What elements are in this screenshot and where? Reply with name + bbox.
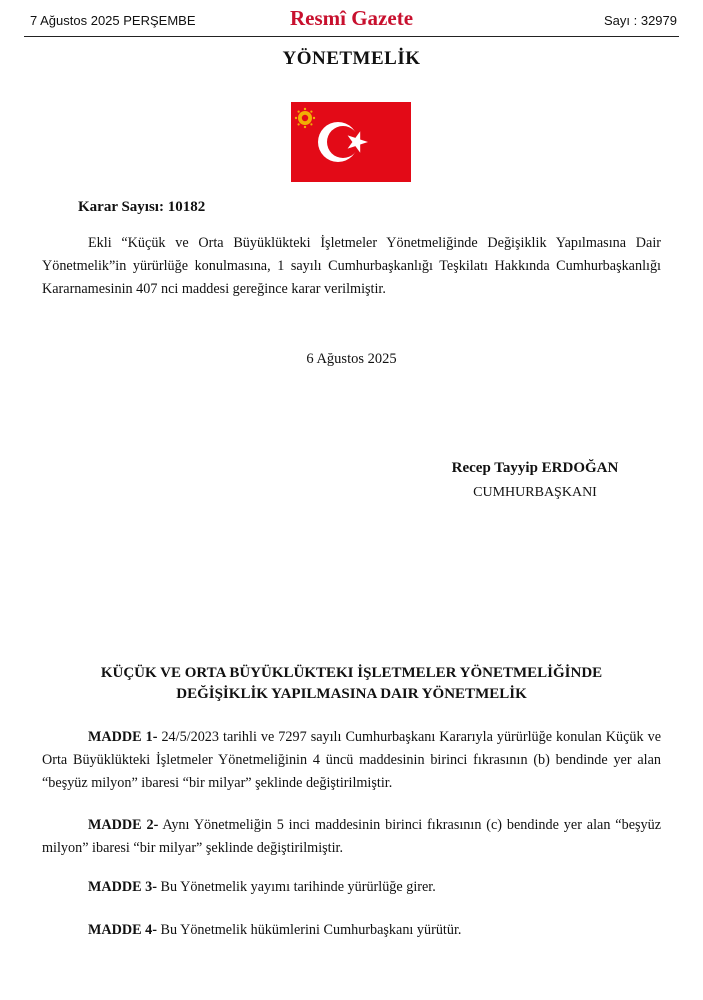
signing-date: 6 Ağustos 2025 xyxy=(306,351,397,367)
turkish-flag-icon xyxy=(291,102,411,182)
regulation-title-line-2: DEĞİŞİKLİK YAPILMASINA DAIR YÖNETMELİK xyxy=(176,686,527,702)
signer-title: CUMHURBAŞKANI xyxy=(473,485,597,500)
article-text: 24/5/2023 tarihli ve 7297 sayılı Cumhurbaşkanı Kararıyla yürürlüğe konulan Küçük ve Orta Büyüklükteki İşletmeler Yönetmeliğinin 4 üncü maddesinin birinci fıkrasının (b) bendinde yer alan “beşyüz milyon” ibaresi “bir milyar” şeklinde değiştirilmiştir. xyxy=(42,729,661,791)
signer-name: Recep Tayyip ERDOĞAN xyxy=(451,460,619,476)
decision-text: Ekli “Küçük ve Orta Büyüklükteki İşletmeler Yönetmeliğinde Değişiklik Yapılmasına Dair Yönetmelik”in yürürlüğe konulmasına, 1 sayılı Cumhurbaşkanlığı Teşkilatı Hakkında Cumhurbaşkanlığı Kararnamesinin 407 nci maddesi gereğince karar verilmiştir. xyxy=(42,235,661,297)
issue-number: Sayı : 32979 xyxy=(604,13,677,28)
article-4 xyxy=(42,919,661,942)
article-3 xyxy=(42,876,661,899)
article-text: Bu Yönetmelik hükümlerini Cumhurbaşkanı yürütür. xyxy=(156,922,462,938)
article-text: Aynı Yönetmeliğin 5 inci maddesinin birinci fıkrasının (c) bendinde yer alan “beşyüz milyon” ibaresi “bir milyar” şeklinde değiştirilmiştir. xyxy=(42,817,661,856)
article-2 xyxy=(42,814,661,860)
signature-block xyxy=(410,460,660,501)
article-text: Bu Yönetmelik yayımı tarihinde yürürlüğe girer. xyxy=(156,879,436,895)
gazette-header xyxy=(24,6,679,37)
regulation-title xyxy=(0,663,703,705)
article-label: MADDE 4- xyxy=(88,922,157,938)
article-label: MADDE 2- xyxy=(88,817,159,833)
gazette-title: Resmî Gazete xyxy=(289,6,414,30)
document-type-heading: YÖNETMELİK xyxy=(282,48,421,69)
article-1 xyxy=(42,726,661,795)
header-date: 7 Ağustos 2025 PERŞEMBE xyxy=(30,13,196,28)
article-label: MADDE 1- xyxy=(88,729,158,745)
regulation-title-line-1: KÜÇÜK VE ORTA BÜYÜKLÜKTEKI İŞLETMELER YÖNETMELİĞİNDE xyxy=(100,665,603,681)
decision-number: Karar Sayısı: 10182 xyxy=(78,199,206,215)
article-label: MADDE 3- xyxy=(88,879,157,895)
